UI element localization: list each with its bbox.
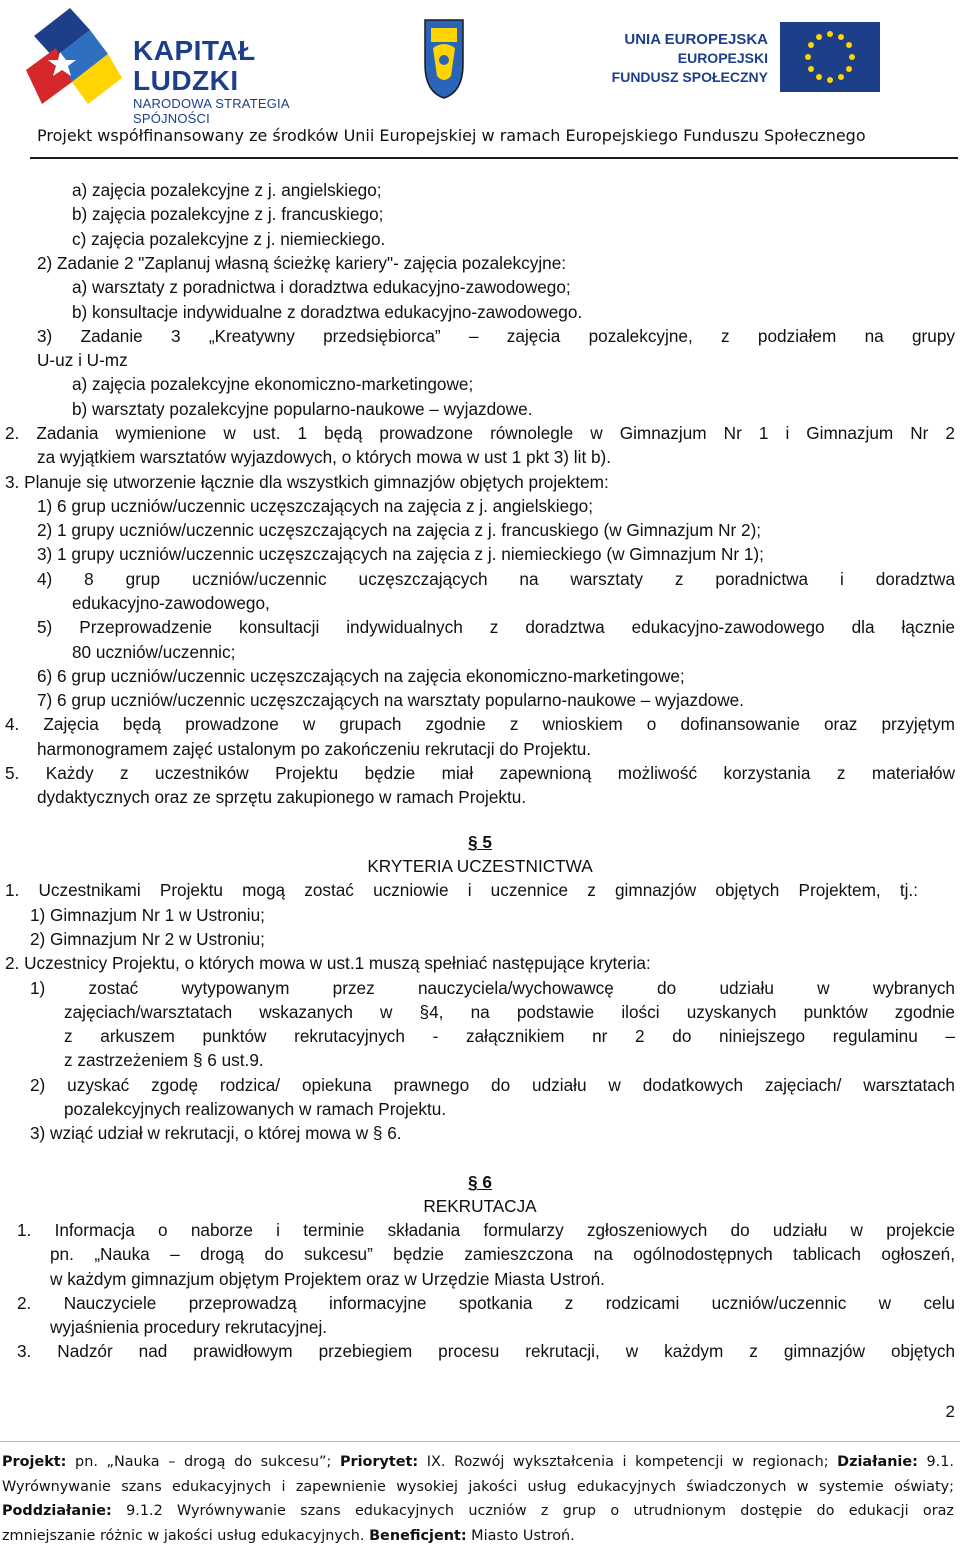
text-line: 3. Planuje się utworzenie łącznie dla wszystkich gimnazjów objętych projektem:: [5, 472, 609, 492]
kapital-ludzki-emblem-icon: [26, 8, 126, 106]
text-line: a) warsztaty z poradnictwa i doradztwa edukacyjno-zawodowego;: [72, 277, 571, 297]
text-line: 2) 1 grupy uczniów/uczennic uczęszczających na zajęcia z j. francuskiego (w Gimnazjum Nr 2);: [37, 520, 762, 540]
kapital-ludzki-logo: [26, 8, 356, 126]
text-line: 1) 6 grup uczniów/uczennic uczęszczających na zajęcia z j. angielskiego;: [37, 496, 594, 516]
footer-label-beneficjent: Beneficjent:: [369, 1527, 467, 1544]
page-footer: [2, 1450, 954, 1548]
footer-line-4: [2, 1524, 954, 1548]
text-line: 3) wziąć udział w rekrutacji, o której mowa w § 6.: [30, 1123, 402, 1143]
text-line: pn. „Nauka – drogą do sukcesu” będzie zamieszczona na ogólnodostępnych tablicach ogłoszeń,: [50, 1244, 955, 1264]
footer-label-poddzialanie: Poddziałanie:: [2, 1503, 112, 1520]
footer-value-beneficjent: Miasto Ustroń.: [466, 1527, 575, 1544]
text-line: edukacyjno-zawodowego,: [72, 593, 270, 613]
section-number-5: § 5: [468, 832, 492, 852]
eu-logo-text: [598, 30, 768, 87]
text-line: z zastrzeżeniem § 6 ust.9.: [64, 1050, 264, 1070]
eu-line-2: EUROPEJSKI: [677, 50, 768, 66]
page-number: 2: [945, 1402, 955, 1421]
text-line: 2) Zadanie 2 "Zaplanuj własną ścieżkę kariery"- zajęcia pozalekcyjne:: [37, 253, 567, 273]
text-line: 6) 6 grup uczniów/uczennic uczęszczających na zajęcia ekonomiczno-marketingowe;: [37, 666, 685, 686]
footer-value-priorytet: IX. Rozwój wykształcenia i kompetencji w regionach;: [418, 1454, 838, 1470]
text-line: 4) 8 grup uczniów/uczennic uczęszczających na warsztaty z poradnictwa i doradztwa: [37, 569, 955, 589]
text-line: b) zajęcia pozalekcyjne z j. francuskiego;: [72, 204, 384, 224]
footer-line-2: Wyrównywanie szans edukacyjnych i zapewnienie wysokiej jakości usług edukacyjnych świadczonych w systemie oświaty;: [2, 1478, 954, 1495]
text-line: 1. Informacja o naborze i terminie składania formularzy zgłoszeniowych do udziału w projekcie: [17, 1220, 955, 1240]
ustron-crest-icon: [421, 14, 467, 100]
text-line: 3) 1 grupy uczniów/uczennic uczęszczających na zajęcia z j. niemieckiego (w Gimnazjum Nr 1);: [37, 544, 764, 564]
text-line: zajęciach/warsztatach wskazanych w §4, na podstawie ilości uzyskanych punktów zgodnie: [64, 1002, 955, 1022]
text-line: 2. Uczestnicy Projektu, o których mowa w ust.1 muszą spełniać następujące kryteria:: [5, 953, 651, 973]
footer-line-1: [2, 1450, 954, 1475]
footer-label-priorytet: Priorytet:: [339, 1454, 419, 1470]
text-line: dydaktycznych oraz ze sprzętu zakupionego w ramach Projektu.: [37, 787, 527, 807]
text-line: a) zajęcia pozalekcyjne z j. angielskiego;: [72, 180, 382, 200]
footer-label-dzialanie: Działanie:: [837, 1454, 918, 1470]
section-title-kryteria: KRYTERIA UCZESTNICTWA: [367, 856, 593, 876]
text-line: pozalekcyjnych realizowanych w ramach Projektu.: [64, 1099, 447, 1119]
footer-label-projekt: Projekt:: [2, 1454, 67, 1470]
text-line: 5. Każdy z uczestników Projektu będzie miał zapewnioną możliwość korzystania z materiałów: [5, 763, 955, 783]
text-line: za wyjątkiem warsztatów wyjazdowych, o których mowa w ust 1 pkt 3) lit b).: [37, 447, 612, 467]
text-line: 1) zostać wytypowanym przez nauczyciela/wychowawcę do udziału w wybranych: [30, 978, 955, 998]
eu-line-3: FUNDUSZ SPOŁECZNY: [611, 69, 768, 85]
text-line: 1) Gimnazjum Nr 1 w Ustroniu;: [30, 905, 265, 925]
text-line: a) zajęcia pozalekcyjne ekonomiczno-marketingowe;: [72, 374, 474, 394]
text-line: 5) Przeprowadzenie konsultacji indywidualnych z doradztwa edukacyjno-zawodowego dla łącznie: [37, 617, 955, 637]
page-header: [0, 0, 960, 160]
text-line: 7) 6 grup uczniów/uczennic uczęszczających na warsztaty popularno-naukowe – wyjazdowe.: [37, 690, 744, 710]
text-line: 2) Gimnazjum Nr 2 w Ustroniu;: [30, 929, 265, 949]
text-line: 1. Uczestnikami Projektu mogą zostać uczniowie i uczennice z gimnazjów objętych Projektem, tj.:: [5, 880, 918, 900]
text-line: 2. Nauczyciele przeprowadzą informacyjne spotkania z rodzicami uczniów/uczennic w celu: [17, 1293, 955, 1313]
text-line: 3. Nadzór nad prawidłowym przebiegiem procesu rekrutacji, w każdym z gimnazjów objętych: [17, 1341, 955, 1361]
text-line: 4. Zajęcia będą prowadzone w grupach zgodnie z wnioskiem o dofinansowanie oraz przyjętym: [5, 714, 955, 734]
eu-line-1: UNIA EUROPEJSKA: [624, 31, 768, 48]
footer-line-3: [2, 1499, 954, 1524]
text-line: U-uz i U-mz: [37, 350, 128, 370]
section-number-6: § 6: [468, 1172, 492, 1192]
text-line: harmonogramem zajęć ustalonym po zakończeniu rekrutacji do Projektu.: [37, 739, 592, 759]
footer-value-poddzialanie-cont: zmniejszanie różnic w jakości usług edukacyjnych.: [2, 1527, 370, 1544]
text-line: z arkuszem punktów rekrutacyjnych - załącznikiem nr 2 do niniejszego regulaminu –: [64, 1026, 955, 1046]
kapital-ludzki-subtitle: NARODOWA STRATEGIA SPÓJNOŚCI: [133, 96, 290, 126]
text-line: 2. Zadania wymienione w ust. 1 będą prowadzone równolegle w Gimnazjum Nr 1 i Gimnazjum Nr 2: [5, 423, 955, 443]
kapital-ludzki-text: [133, 36, 356, 126]
footer-value-dzialanie: 9.1.: [917, 1454, 954, 1470]
section-title-rekrutacja: REKRUTACJA: [423, 1196, 537, 1216]
eu-logo: [598, 22, 938, 112]
footer-divider: [0, 1441, 960, 1442]
footer-value-projekt: pn. „Nauka – drogą do sukcesu”;: [66, 1454, 340, 1470]
kapital-ludzki-title: KAPITAŁ LUDZKI: [133, 35, 256, 96]
cofinancing-statement: Projekt współfinansowany ze środków Unii Europejskiej w ramach Europejskiego Funduszu Społecznego: [37, 126, 866, 145]
text-line: 2) uzyskać zgodę rodzica/ opiekuna prawnego do udziału w dodatkowych zajęciach/ warsztatach: [30, 1075, 955, 1095]
text-line: wyjaśnienia procedury rekrutacyjnej.: [50, 1317, 328, 1337]
text-line: c) zajęcia pozalekcyjne z j. niemieckiego.: [72, 229, 386, 249]
text-line: b) konsultacje indywidualne z doradztwa edukacyjno-zawodowego.: [72, 302, 583, 322]
footer-value-poddzialanie: 9.1.2 Wyrównywanie szans edukacyjnych uczniów z grup o utrudnionym dostępie do edukacji oraz: [111, 1503, 954, 1520]
text-line: b) warsztaty pozalekcyjne popularno-naukowe – wyjazdowe.: [72, 399, 533, 419]
text-line: w każdym gimnazjum objętym Projektem oraz w Urzędzie Miasta Ustroń.: [50, 1269, 605, 1289]
text-line: 3) Zadanie 3 „Kreatywny przedsiębiorca” – zajęcia pozalekcyjne, z podziałem na grupy: [37, 326, 955, 346]
header-divider: [30, 157, 958, 159]
text-line: 80 uczniów/uczennic;: [72, 642, 236, 662]
eu-flag-icon: [780, 22, 880, 92]
